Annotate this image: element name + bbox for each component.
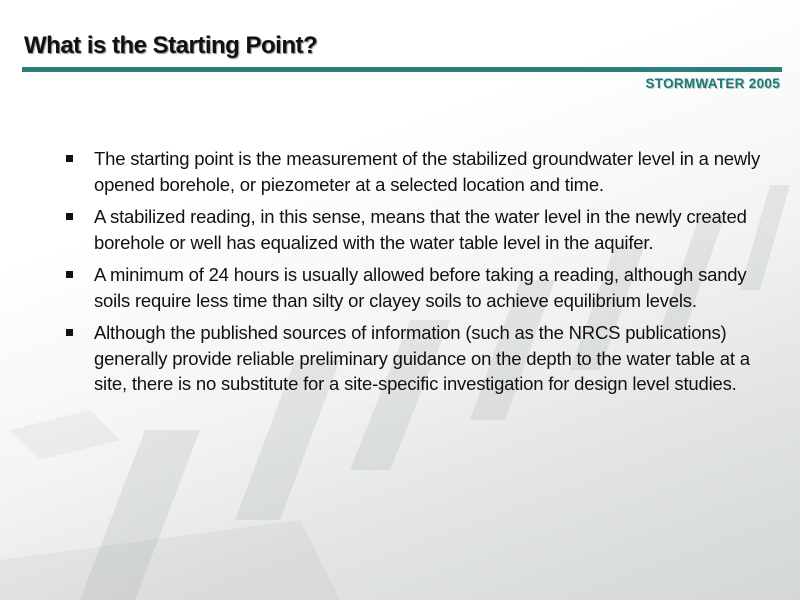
bullet-item <box>64 146 764 197</box>
bullet-item <box>64 262 764 313</box>
square-bullet-icon <box>66 329 73 336</box>
bullet-list <box>64 146 764 404</box>
square-bullet-icon <box>66 271 73 278</box>
bullet-text: A stabilized reading, in this sense, means that the water level in the newly created borehole or well has equalized with the water table level in the aquifer. <box>94 206 747 253</box>
title-underline <box>22 67 782 72</box>
square-bullet-icon <box>66 213 73 220</box>
bullet-text: Although the published sources of information (such as the NRCS publications) generally provide reliable preliminary guidance on the depth to the water table at a site, there is no substitute for a site-specific investigation for design level studies. <box>94 322 750 394</box>
bullet-item <box>64 204 764 255</box>
bullet-text: A minimum of 24 hours is usually allowed before taking a reading, although sandy soils require less time than silty or clayey soils to achieve equilibrium levels. <box>94 264 747 311</box>
bullet-item <box>64 320 764 397</box>
bullet-text: The starting point is the measurement of the stabilized groundwater level in a newly opened borehole, or piezometer at a selected location and time. <box>94 148 761 195</box>
slide-title: What is the Starting Point? <box>24 32 318 59</box>
square-bullet-icon <box>66 155 73 162</box>
brand-label: STORMWATER 2005 <box>645 76 780 91</box>
